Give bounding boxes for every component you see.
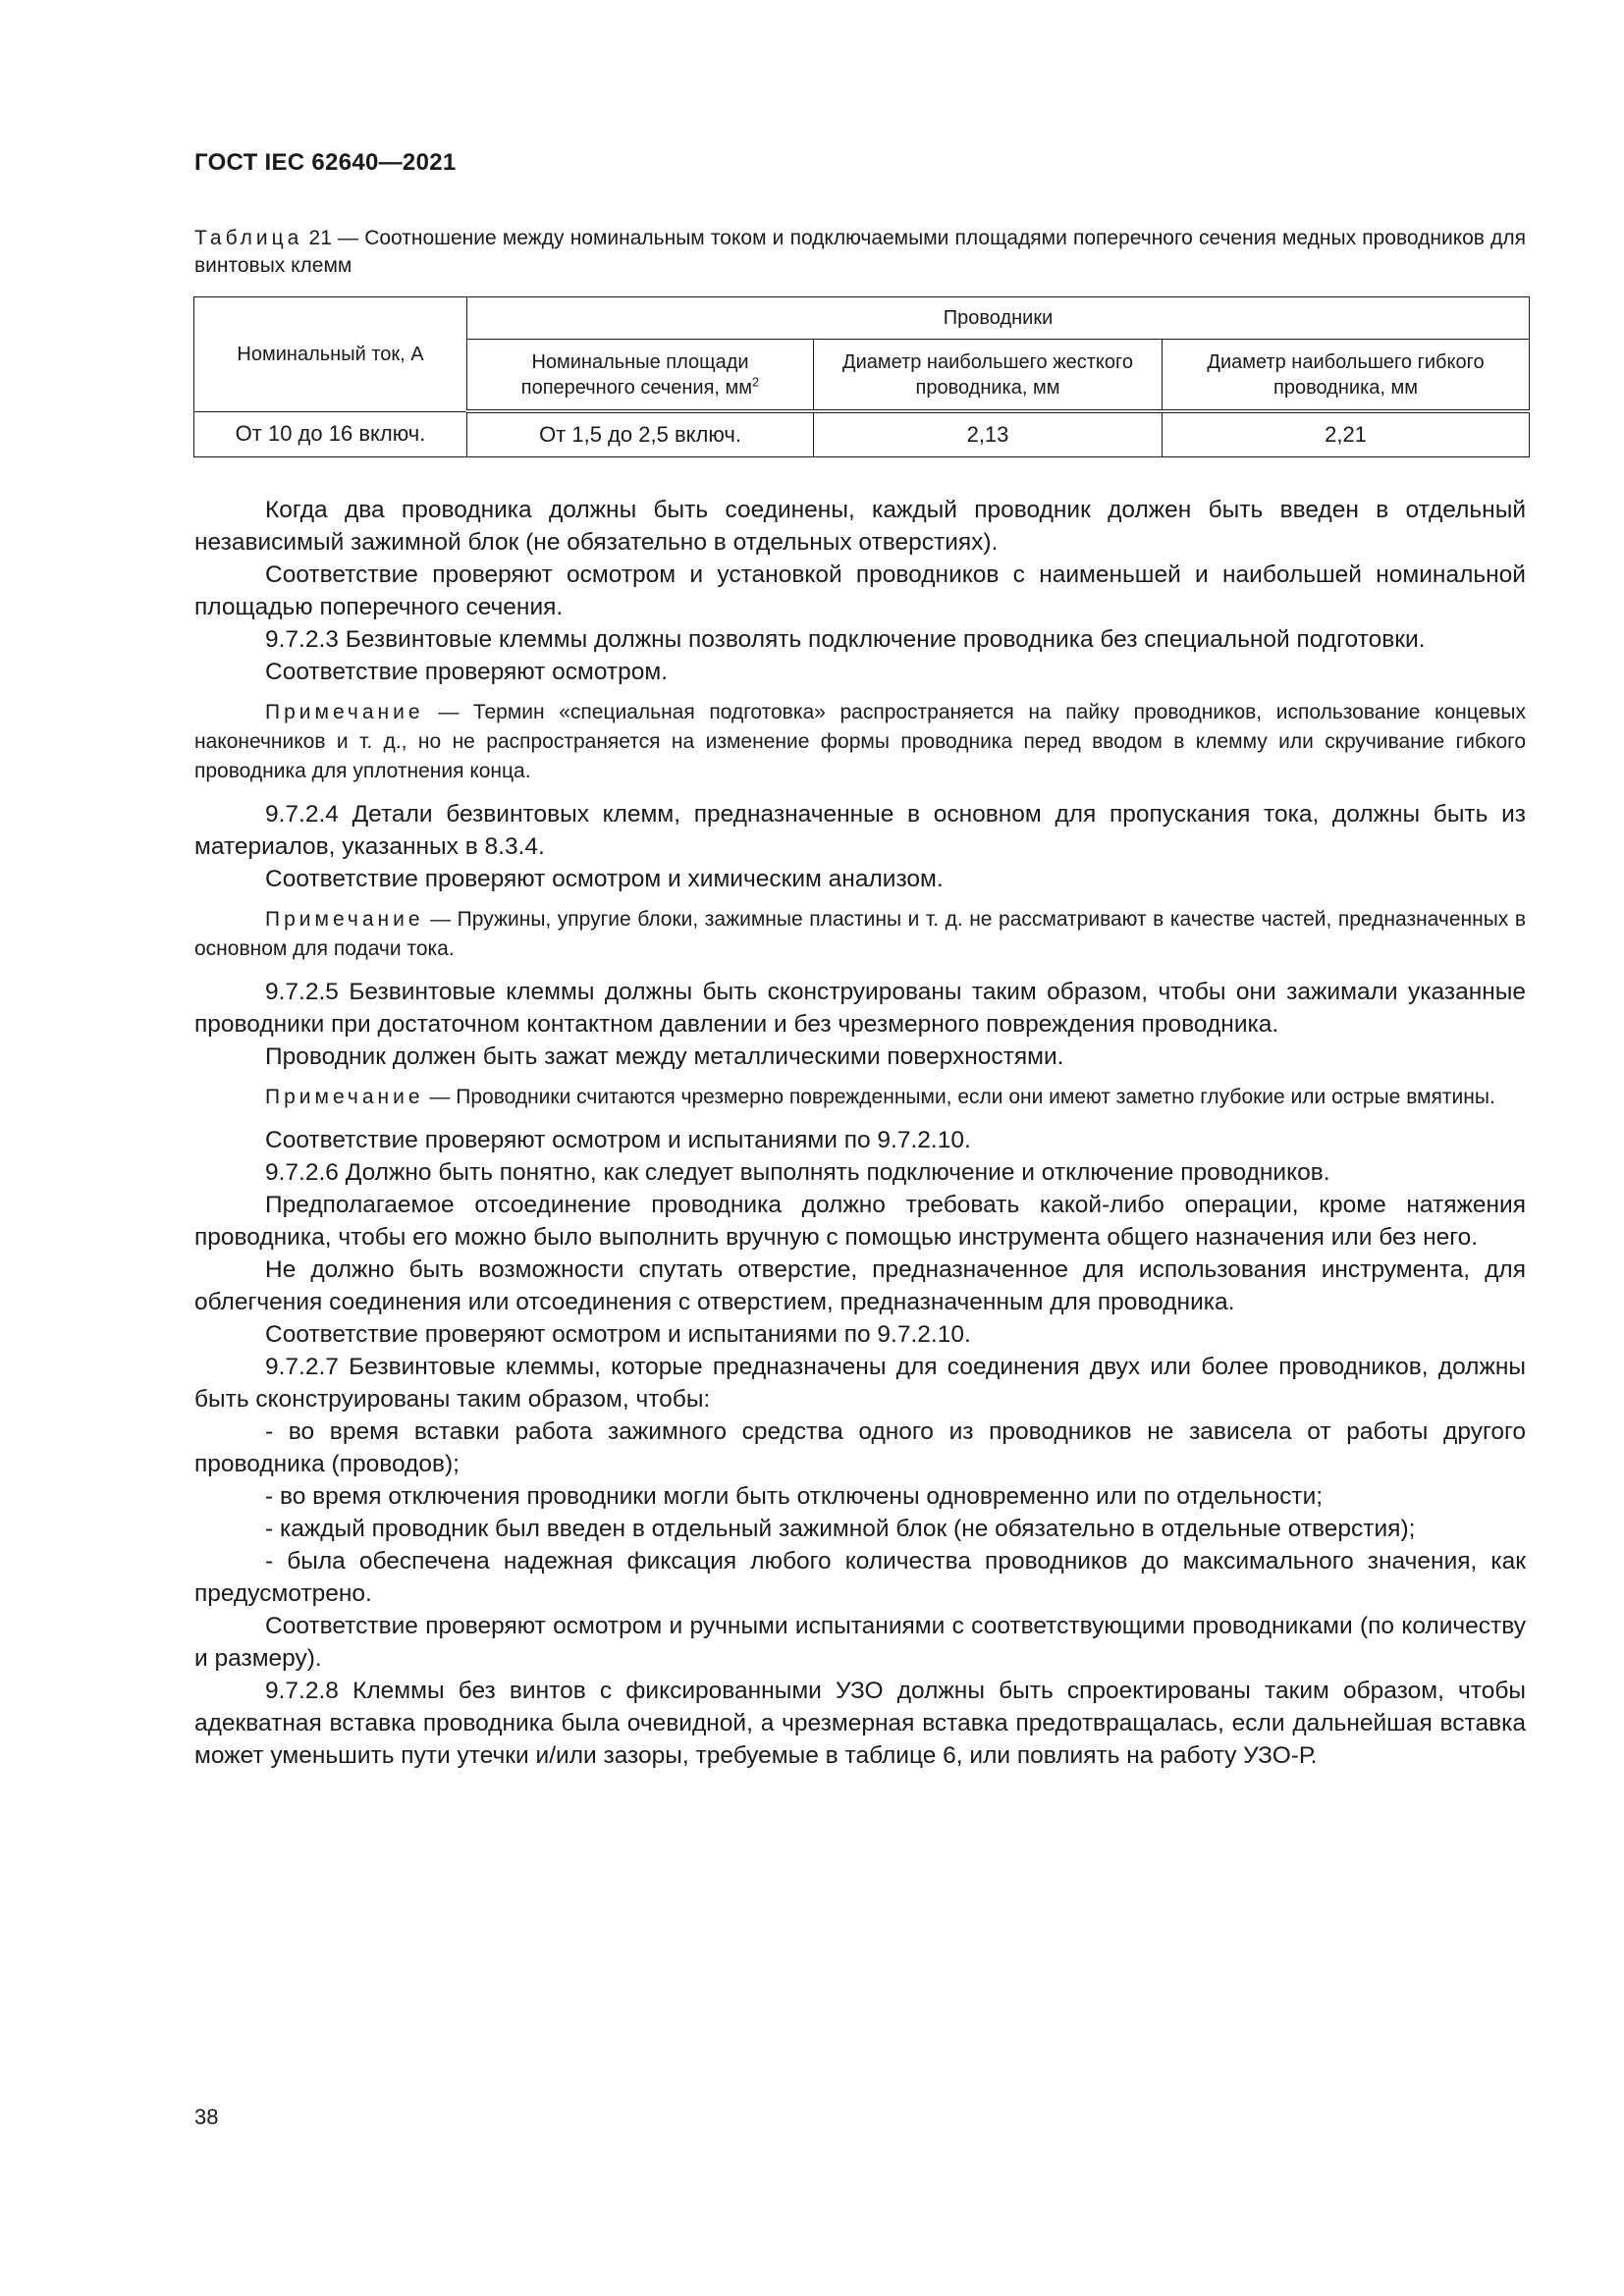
list-item: - во время отключения проводники могли быть отключены одновременно или по отдельности; (265, 1483, 1324, 1510)
note-text: — Пружины, упругие блоки, зажимные пластины и т. д. не рассматривают в качестве частей, предназначенных в основном для подачи тока. (194, 908, 1526, 960)
paragraph: Проводник должен быть зажат между металлическими поверхностями. (265, 1043, 1064, 1070)
list-item: - каждый проводник был введен в отдельный зажимной блок (не обязательно в отдельные отверстия); (265, 1516, 1416, 1542)
note-label: Примечание (265, 1086, 424, 1108)
conductor-table (193, 296, 1530, 457)
standard-code: ГОСТ IEC 62640—2021 (194, 149, 457, 176)
body-text (194, 494, 1526, 1772)
table-caption-text: 21 — Соотношение между номинальным током и подключаемыми площадями поперечного сечения медных проводников для винтовых клемм (194, 227, 1526, 277)
list-item: - во время вставки работа зажимного средства одного из проводников не зависела от работы другого проводника (проводов); (194, 1418, 1526, 1477)
cell-flexible: 2,21 (1163, 411, 1530, 457)
page-number: 38 (194, 2105, 219, 2129)
paragraph: Когда два проводника должны быть соединены, каждый проводник должен быть введен в отдельный независимый зажимной блок (не обязательно в отдельных отверстиях). (194, 497, 1526, 556)
note-text: — Термин «специальная подготовка» распространяется на пайку проводников, использование концевых наконечников и т. д., но не распространяется на изменение формы проводника перед вводом в клемму или скручивание гибкого проводника для уплотнения конца. (194, 701, 1527, 782)
note-text: — Проводники считаются чрезмерно поврежденными, если они имеют заметно глубокие или острые вмятины. (429, 1086, 1495, 1108)
header-flexible-diameter: Диаметр наибольшего гибкого проводника, мм (1163, 340, 1530, 412)
paragraph: 9.7.2.5 Безвинтовые клеммы должны быть сконструированы таким образом, чтобы они зажимали указанные проводники при достаточном контактном давлении и без чрезмерного повреждения проводника. (194, 979, 1526, 1038)
header-rated-current: Номинальный ток, А (194, 297, 467, 412)
paragraph: 9.7.2.7 Безвинтовые клеммы, которые предназначены для соединения двух или более проводников, должны быть сконструированы таким образом, чтобы: (194, 1354, 1526, 1413)
paragraph: Соответствие проверяют осмотром и установкой проводников с наименьшей и наибольшей номинальной площадью поперечного сечения. (194, 561, 1526, 620)
paragraph: Соответствие проверяют осмотром и испытаниями по 9.7.2.10. (265, 1127, 971, 1153)
header-area-line2: поперечного сечения, мм (520, 376, 753, 399)
paragraph: Соответствие проверяют осмотром и химическим анализом. (265, 866, 944, 892)
header-conductors: Проводники (467, 297, 1530, 340)
paragraph: 9.7.2.6 Должно быть понятно, как следует выполнять подключение и отключение проводников. (265, 1159, 1330, 1186)
note (194, 905, 1526, 964)
table-row (194, 411, 1530, 457)
paragraph: Предполагаемое отсоединение проводника должно требовать какой-либо операции, кроме натяжения проводника, чтобы его можно было выполнить вручную с помощью инструмента общего назначения или без него. (194, 1192, 1526, 1251)
header-rigid-diameter: Диаметр наибольшего жесткого проводника, мм (814, 340, 1163, 412)
paragraph: 9.7.2.8 Клеммы без винтов с фиксированными УЗО должны быть спроектированы таким образом, чтобы адекватная вставка проводника была очевидной, а чрезмерная вставка предотвращалась, если дальнейшая вставка может уменьшить пути утечки и/или зазоры, требуемые в таблице 6, или повлиять на работу УЗО-Р. (194, 1678, 1526, 1769)
cell-area: От 1,5 до 2,5 включ. (467, 411, 814, 457)
cell-current: От 10 до 16 включ. (194, 411, 467, 457)
paragraph: Не должно быть возможности спутать отверстие, предназначенное для использования инструмента, для облегчения соединения или отсоединения с отверстием, предназначенным для проводника. (194, 1256, 1526, 1315)
paragraph: Соответствие проверяют осмотром и ручными испытаниями с соответствующими проводниками (по количеству и размеру). (194, 1613, 1526, 1672)
note (194, 1083, 1526, 1112)
paragraph: 9.7.2.3 Безвинтовые клеммы должны позволять подключение проводника без специальной подготовки. (265, 626, 1426, 653)
paragraph: 9.7.2.4 Детали безвинтовых клемм, предназначенные в основном для пропускания тока, должны быть из материалов, указанных в 8.3.4. (194, 801, 1526, 860)
table-caption-label: Таблица (194, 227, 303, 249)
note (194, 698, 1526, 786)
list-item: - была обеспечена надежная фиксация любого количества проводников до максимального значения, как предусмотрено. (194, 1548, 1526, 1607)
cell-rigid: 2,13 (814, 411, 1163, 457)
note-label: Примечание (265, 908, 424, 931)
paragraph: Соответствие проверяют осмотром и испытаниями по 9.7.2.10. (265, 1321, 971, 1348)
header-cross-section (467, 340, 814, 412)
paragraph: Соответствие проверяют осмотром. (265, 659, 669, 685)
note-label: Примечание (265, 701, 424, 723)
table-caption (194, 225, 1526, 280)
header-area-line1: Номинальные площади (531, 350, 749, 373)
header-area-sup: 2 (752, 373, 760, 389)
